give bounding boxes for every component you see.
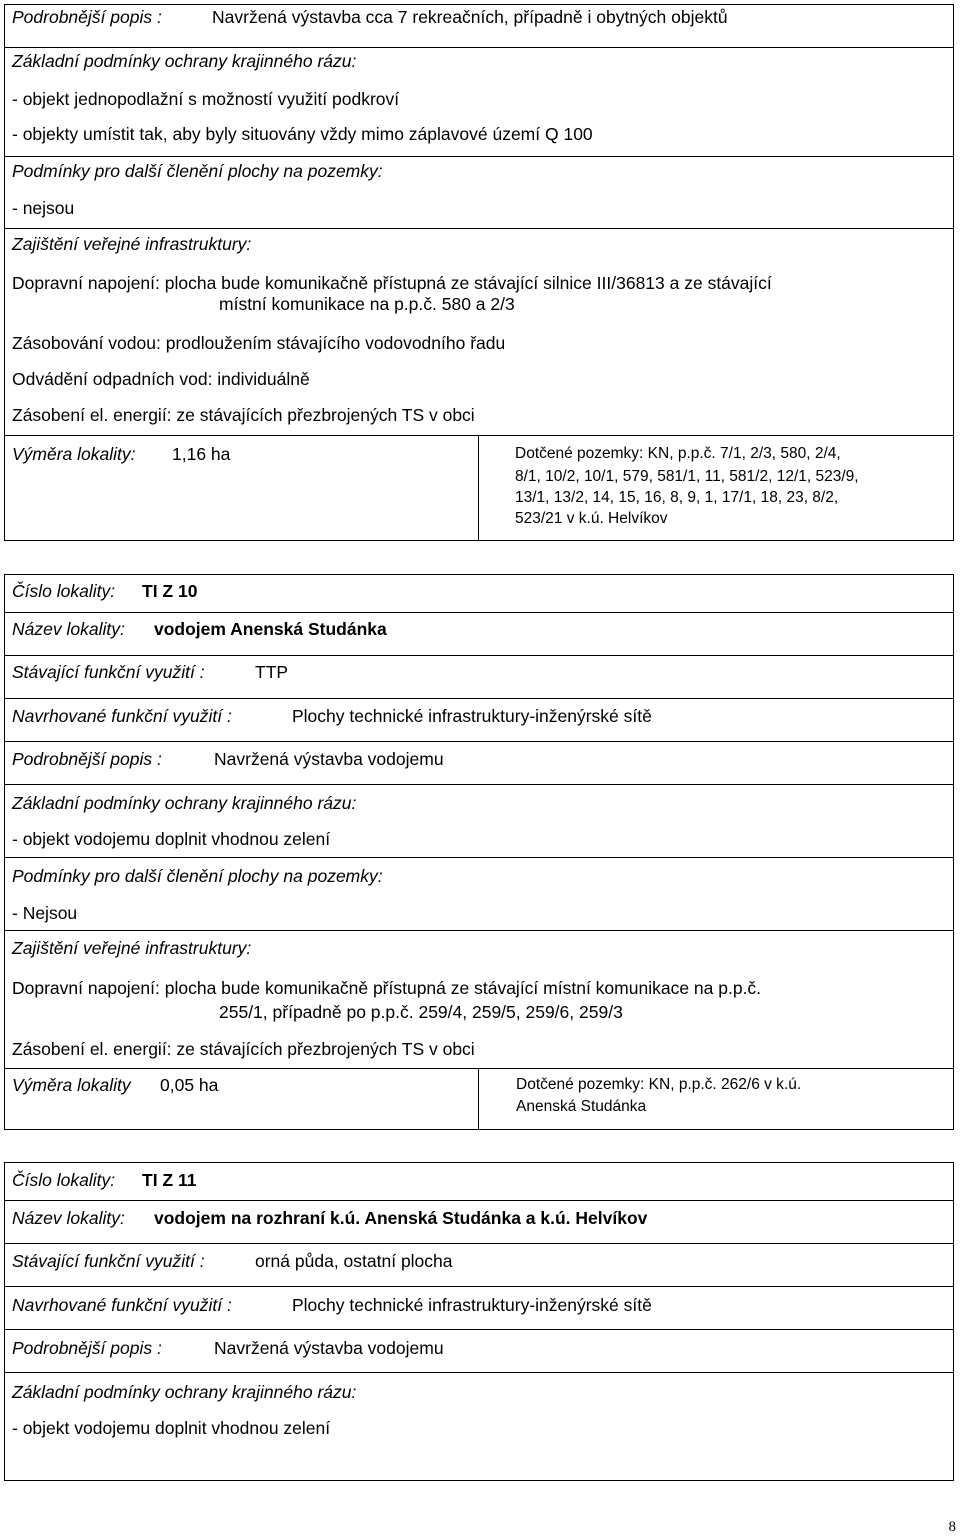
- proposed-use-value: Plochy technické infrastruktury-inženýrské sítě: [292, 1295, 652, 1315]
- affected-plots-line: Dotčené pozemky: KN, p.p.č. 7/1, 2/3, 580, 2/4,: [515, 445, 841, 462]
- affected-plots-line: 13/1, 13/2, 14, 15, 16, 8, 9, 1, 17/1, 18, 23, 8/2,: [515, 489, 839, 506]
- proposed-use-label: Navrhované funkční využití :: [12, 706, 232, 726]
- affected-plots-line: 523/21 v k.ú. Helvíkov: [515, 510, 668, 527]
- detail-label: Podrobnější popis :: [12, 7, 162, 27]
- detail-value: Navržená výstavba vodojemu: [214, 1338, 444, 1358]
- transport-connection-cont: místní komunikace na p.p.č. 580 a 2/3: [219, 294, 515, 314]
- sewage-disposal: Odvádění odpadních vod: individuálně: [12, 369, 310, 389]
- electricity-supply: Zásobení el. energií: ze stávajících přezbrojených TS v obci: [12, 405, 475, 425]
- transport-connection: Dopravní napojení: plocha bude komunikačně přístupná ze stávající místní komunikace na p.p.č.: [12, 978, 762, 998]
- condition-item: - objekt vodojemu doplnit vhodnou zelení: [12, 829, 331, 849]
- water-supply: Zásobování vodou: prodloužením stávajícího vodovodního řadu: [12, 333, 506, 353]
- electricity-supply: Zásobení el. energií: ze stávajících přezbrojených TS v obci: [12, 1039, 475, 1059]
- condition-item: - objekty umístit tak, aby byly situovány vždy mimo záplavové území Q 100: [12, 124, 593, 144]
- conditions-label: Základní podmínky ochrany krajinného rázu:: [12, 51, 357, 71]
- detail-value: Navržená výstavba cca 7 rekreačních, případně i obytných objektů: [212, 7, 728, 27]
- proposed-use-value: Plochy technické infrastruktury-inženýrské sítě: [292, 706, 652, 726]
- name-row: [4, 612, 954, 656]
- area-plots-divider: [478, 1068, 479, 1130]
- current-use-value: TTP: [255, 662, 289, 682]
- locality-name-label: Název lokality:: [12, 1208, 125, 1228]
- area-value: 0,05 ha: [160, 1075, 219, 1095]
- current-use-value: orná půda, ostatní plocha: [255, 1251, 453, 1271]
- locality-number-value: TI Z 10: [142, 581, 198, 601]
- condition-item: - objekt vodojemu doplnit vhodnou zelení: [12, 1418, 331, 1438]
- division-label: Podmínky pro další členění plochy na pozemky:: [12, 161, 383, 181]
- transport-connection: Dopravní napojení: plocha bude komunikačně přístupná ze stávající silnice III/36813 a ze stávající: [12, 273, 772, 293]
- locality-name-label: Název lokality:: [12, 619, 125, 639]
- locality-number-label: Číslo lokality:: [12, 581, 116, 601]
- page-number: 8: [948, 1519, 956, 1535]
- locality-name-value: vodojem Anenská Studánka: [154, 619, 387, 639]
- infrastructure-label: Zajištění veřejné infrastruktury:: [12, 234, 252, 254]
- division-value: - nejsou: [12, 198, 75, 218]
- proposed-use-label: Navrhované funkční využití :: [12, 1295, 232, 1315]
- current-use-label: Stávající funkční využití :: [12, 1251, 205, 1271]
- infrastructure-label: Zajištění veřejné infrastruktury:: [12, 938, 252, 958]
- affected-plots-line: Dotčené pozemky: KN, p.p.č. 262/6 v k.ú.: [516, 1076, 802, 1093]
- affected-plots-line: 8/1, 10/2, 10/1, 579, 581/1, 11, 581/2, 12/1, 523/9,: [515, 468, 859, 485]
- area-value: 1,16 ha: [172, 444, 231, 464]
- division-value: - Nejsou: [12, 903, 78, 923]
- condition-item: - objekt jednopodlažní s možností využití podkroví: [12, 89, 400, 109]
- area-label: Výměra lokality:: [12, 444, 136, 464]
- locality-number-value: TI Z 11: [142, 1170, 197, 1190]
- detail-label: Podrobnější popis :: [12, 749, 162, 769]
- conditions-label: Základní podmínky ochrany krajinného rázu:: [12, 1382, 357, 1402]
- transport-connection-cont: 255/1, případně po p.p.č. 259/4, 259/5, 259/6, 259/3: [219, 1002, 623, 1022]
- affected-plots-line: Anenská Studánka: [516, 1098, 647, 1115]
- current-use-label: Stávající funkční využití :: [12, 662, 205, 682]
- area-plots-divider: [478, 436, 479, 541]
- detail-label: Podrobnější popis :: [12, 1338, 162, 1358]
- division-label: Podmínky pro další členění plochy na pozemky:: [12, 866, 383, 886]
- locality-number-label: Číslo lokality:: [12, 1170, 116, 1190]
- detail-value: Navržená výstavba vodojemu: [214, 749, 444, 769]
- area-label: Výměra lokality: [12, 1075, 131, 1095]
- conditions-label: Základní podmínky ochrany krajinného rázu:: [12, 793, 357, 813]
- locality-name-value: vodojem na rozhraní k.ú. Anenská Studánka a k.ú. Helvíkov: [154, 1208, 648, 1228]
